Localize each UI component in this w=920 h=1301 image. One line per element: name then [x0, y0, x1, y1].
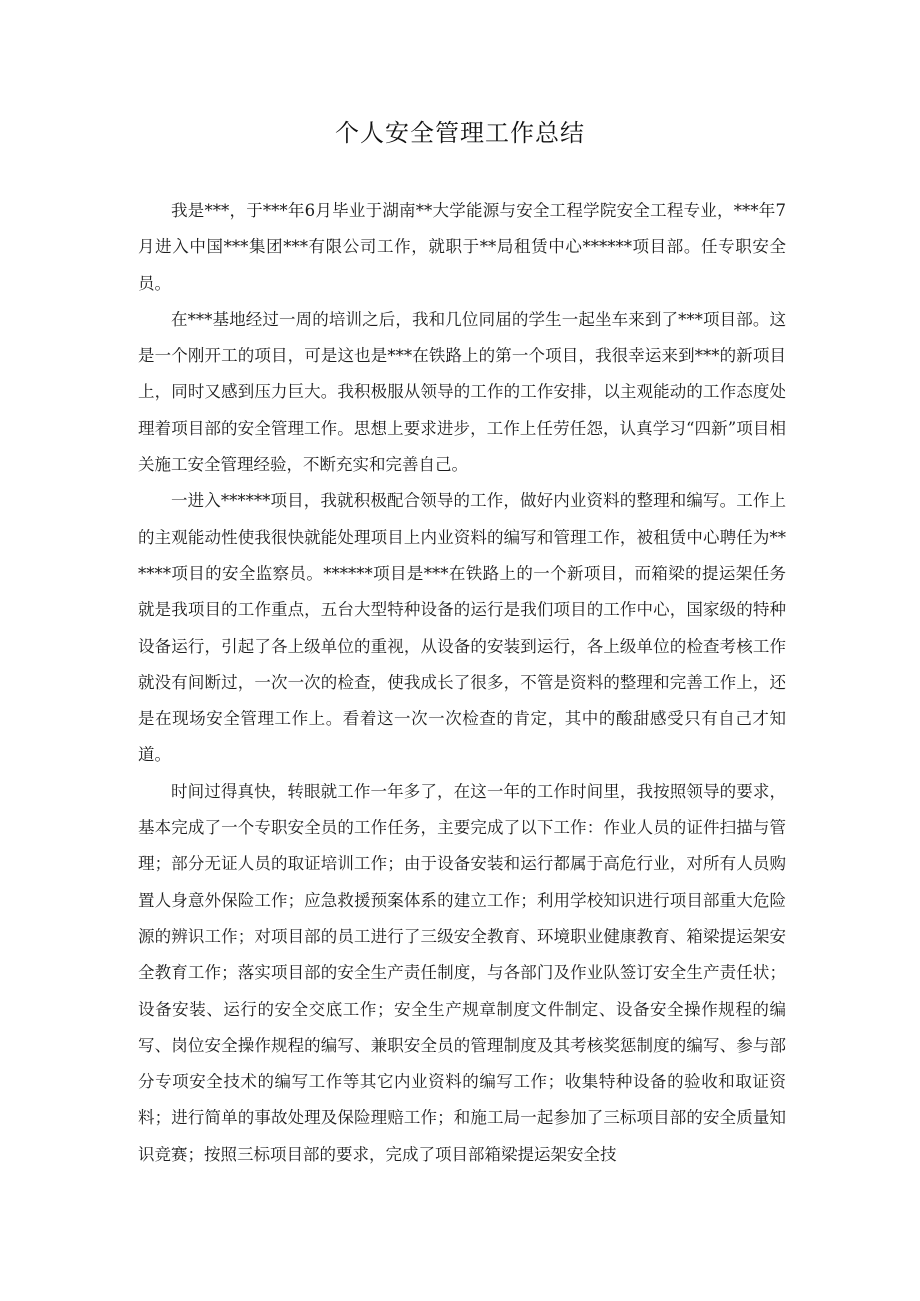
paragraph-training: 在***基地经过一周的培训之后，我和几位同届的学生一起坐车来到了***项目部。这是一个刚开工的项目，可是这也是***在铁路上的第一个项目，我很幸运来到***的新项目上，同时又感到压力巨大。我积极服从领导的工作的工作安排，以主观能动的工作态度处理着项目部的安全管理工作。思想上要求进步，工作上任劳任怨，认真学习“四新”项目相关施工安全管理经验，不断充实和完善自己。 [138, 309, 786, 475]
paragraph-year-summary: 时间过得真快，转眼就工作一年多了，在这一年的工作时间里，我按照领导的要求，基本完成了一个专职安全员的工作任务，主要完成了以下工作：作业人员的证件扫描与管理；部分无证人员的取证培训工作；由于设备安装和运行都属于高危行业，对所有人员购置人身意外保险工作；应急救援预案体系的建立工作；利用学校知识进行项目部重大危险源的辨识工作；对项目部的员工进行了三级安全教育、环境职业健康教育、箱梁提运架安全教育工作；落实项目部的安全生产责任制度，与各部门及作业队签订安全生产责任状；设备安装、运行的安全交底工作；安全生产规章制度文件制定、设备安全操作规程的编写、岗位安全操作规程的编写、兼职安全员的管理制度及其考核奖惩制度的编写、参与部分专项安全技术的编写工作等其它内业资料的编写工作；收集特种设备的验收和取证资料；进行简单的事故处理及保险理赔工作；和施工局一起参加了三标项目部的安全质量知识竞赛；按照三标项目部的要求，完成了项目部箱梁提运架安全技 [138, 781, 786, 1164]
paragraph-project-work: 一进入******项目，我就积极配合领导的工作，做好内业资料的整理和编写。工作上的主观能动性使我很快就能处理项目上内业资料的编写和管理工作，被租赁中心聘任为******项目的安全监察员。******项目是***在铁路上的一个新项目，而箱梁的提运架任务就是我项目的工作重点，五台大型特种设备的运行是我们项目的工作中心，国家级的特种设备运行，引起了各上级单位的重视，从设备的安装到运行，各上级单位的检查考核工作就没有间断过，一次一次的检查，使我成长了很多，不管是资料的整理和完善工作上，还是在现场安全管理工作上。看着这一次一次检查的肯定，其中的酸甜感受只有自己才知道。 [138, 491, 786, 765]
document-body [138, 193, 786, 1173]
paragraph-intro: 我是***，于***年6月毕业于湖南**大学能源与安全工程学院安全工程专业，***年7月进入中国***集团***有限公司工作，就职于**局租赁中心******项目部。任专职安全员。 [138, 201, 786, 293]
document-title: 个人安全管理工作总结 [335, 119, 585, 147]
